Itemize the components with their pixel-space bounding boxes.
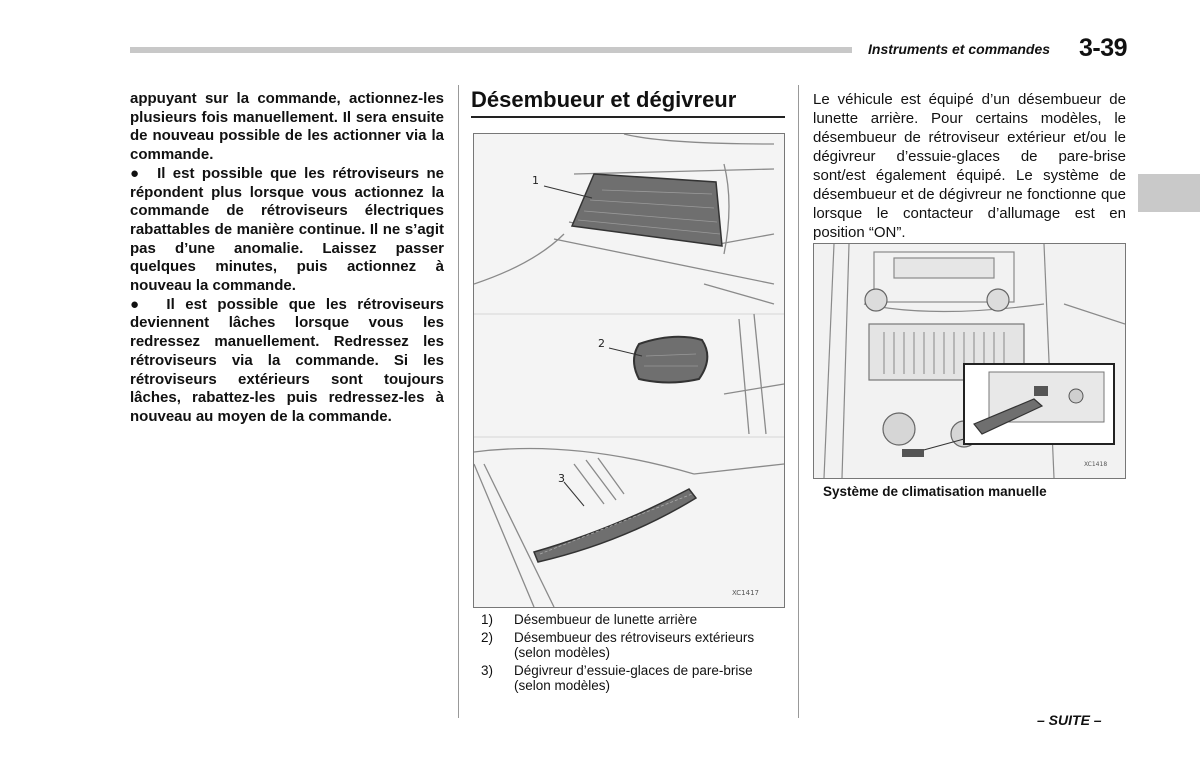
caption-item <box>481 630 786 661</box>
climate-control-illustration <box>813 243 1126 479</box>
column-divider-right <box>798 85 799 718</box>
section-title-header: Instruments et commandes <box>868 41 1051 57</box>
bullet-item <box>130 165 444 296</box>
bullet-text: Il est possible que les rétroviseurs ne répondent plus lorsque vous actionnez la commande de rétroviseurs électriques rabattables de manière continue. Il ne s’agit pas d’une anomalie. Laissez passer quelques minutes, puis actionnez à nouveau la commande. <box>130 164 444 295</box>
caption-number: 2) <box>481 629 494 645</box>
bullet-marker: ● <box>130 164 143 182</box>
callout-3: 3 <box>558 472 565 485</box>
header-rule <box>130 47 852 53</box>
callout-2: 2 <box>598 337 605 350</box>
defroster-drawing <box>474 134 784 607</box>
right-column-paragraph: Le véhicule est équipé d’un désembueur de lunette arrière. Pour certains modèles, le désembueur de rétroviseur extérieur et/ou le dégivreur d’essuie-glaces de pare-brise sont/est également équipé. Le système de désembueur et de dégivreur ne fonctionne que lorsque le contacteur d’allumage est en position “ON”. <box>813 91 1126 241</box>
paragraph-continuation: appuyant sur la commande, actionnez-les plusieurs fois manuellement. Il sera ensuite de nouveau possible de les actionner via la commande. <box>130 90 444 164</box>
left-column <box>130 90 444 427</box>
bullet-text: Il est possible que les rétroviseurs deviennent lâches lorsque vous les redressez manuellement. Redressez les rétroviseurs via la commande. Si les rétroviseurs extérieurs sont toujours lâches, rabattez-les puis redressez-les à nouveau au moyen de la commande. <box>130 295 444 425</box>
bullet-item <box>130 296 444 427</box>
continued-marker: – SUITE – <box>1037 712 1102 728</box>
climate-control-drawing <box>814 244 1125 478</box>
caption-text: Désembueur de lunette arrière <box>514 612 698 627</box>
heading-underline <box>471 116 785 118</box>
column-divider-left <box>458 85 459 718</box>
figure-caption-list <box>481 612 786 696</box>
caption-number: 3) <box>481 662 494 678</box>
callout-1: 1 <box>532 174 539 187</box>
caption-item <box>481 612 786 628</box>
caption-text: Désembueur des rétroviseurs extérieurs (selon modèles) <box>514 629 755 660</box>
defroster-illustration <box>473 133 785 608</box>
bullet-marker: ● <box>130 295 146 313</box>
chapter-tab <box>1138 174 1200 212</box>
caption-text: Dégivreur d’essuie-glaces de pare-brise (selon modèles) <box>514 662 753 693</box>
page-number: 3-39 <box>1079 34 1128 62</box>
figure-code: XC1418 <box>1084 461 1108 468</box>
figure-code: XC1417 <box>732 589 759 597</box>
section-heading: Désembueur et dégivreur <box>471 87 737 112</box>
figure-caption: Système de climatisation manuelle <box>823 484 1047 499</box>
caption-item <box>481 663 786 694</box>
caption-number: 1) <box>481 612 494 627</box>
